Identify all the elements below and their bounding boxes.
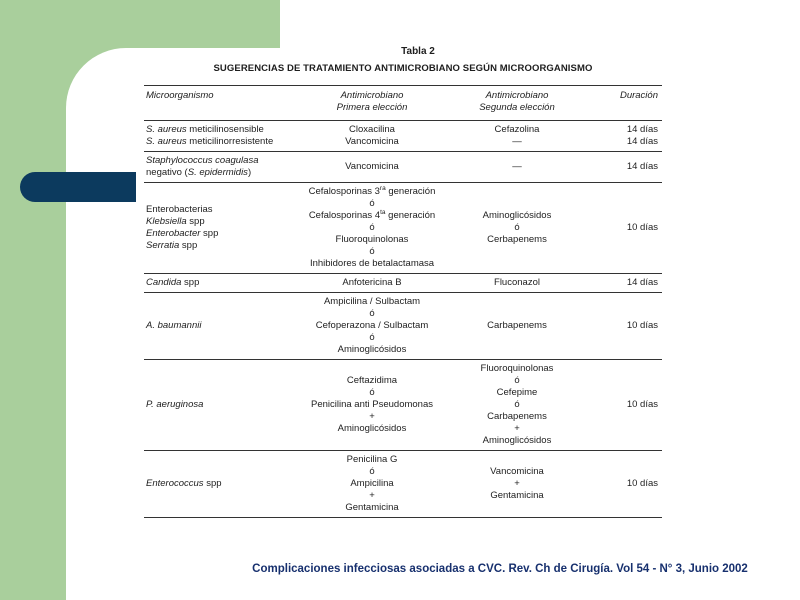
- cell-second-choice: [448, 360, 586, 451]
- cell-duration: [586, 183, 662, 274]
- treatment-table: [144, 85, 662, 518]
- second-choice-line: Cerbapenems: [487, 234, 547, 245]
- second-choice-line: Aminoglicósidos: [482, 435, 552, 446]
- first-choice-line: Inhibidores de betalactamasa: [309, 258, 435, 269]
- cell-first-choice: [296, 121, 448, 152]
- duration-line: 14 días: [626, 161, 658, 172]
- second-choice-line: —: [512, 136, 522, 147]
- cell-organism: [144, 121, 296, 152]
- header-second-choice: Antimicrobiano Segunda elección: [479, 90, 555, 113]
- organism-line: [146, 155, 296, 167]
- italic-term: S. aureus: [146, 124, 187, 135]
- cell-duration: [586, 121, 662, 152]
- first-choice-line: ó: [369, 198, 375, 209]
- italic-term: Candida: [146, 277, 182, 288]
- first-choice-line: Gentamicina: [345, 502, 399, 513]
- first-choice-line: Ampicilina: [350, 478, 394, 489]
- first-choice-line: +: [369, 411, 375, 422]
- second-choice-line: Vancomicina: [490, 466, 544, 477]
- cell-first-choice: [296, 274, 448, 293]
- first-choice-line: ó: [369, 246, 375, 257]
- cell-organism: [144, 360, 296, 451]
- italic-term: P. aeruginosa: [146, 399, 204, 410]
- second-choice-line: ó: [514, 375, 520, 386]
- first-choice-line: Cloxacilina: [349, 124, 395, 135]
- first-choice-line: Aminoglicósidos: [337, 423, 407, 434]
- organism-line: Candida spp: [146, 277, 200, 288]
- italic-term: Serratia: [146, 240, 180, 251]
- italic-term: S. aureus: [146, 136, 187, 147]
- first-choice-line: Fluoroquinolonas: [335, 234, 409, 245]
- decorative-navy-bar: [20, 172, 136, 202]
- superscript: ra: [379, 184, 386, 192]
- second-choice-line: Carbapenems: [487, 320, 547, 331]
- table-row: [144, 152, 662, 183]
- table-header-row: [144, 86, 662, 121]
- first-choice-line: Vancomicina: [345, 136, 399, 147]
- table-row: [144, 183, 662, 274]
- organism-line: S. aureus meticilinosensible: [146, 124, 264, 135]
- first-choice-line: ó: [369, 466, 375, 477]
- cell-second-choice: [448, 183, 586, 274]
- duration-line: 10 días: [626, 222, 658, 233]
- organism-line: Serratia spp: [146, 240, 198, 251]
- cell-organism: [144, 183, 296, 274]
- duration-line: 10 días: [626, 399, 658, 410]
- cell-first-choice: [296, 451, 448, 518]
- italic-term: Klebsiella: [146, 216, 187, 227]
- cell-organism: [144, 451, 296, 518]
- first-choice-line: +: [369, 490, 375, 501]
- organism-line: S. aureus meticilinorresistente: [146, 136, 274, 147]
- organism-line: [146, 399, 296, 411]
- organism-line: Enterococcus spp: [146, 478, 222, 489]
- organism-line: Enterobacter spp: [146, 228, 219, 239]
- cell-second-choice: [448, 152, 586, 183]
- second-choice-line: ó: [514, 399, 520, 410]
- table-area: [144, 46, 662, 518]
- table-row: [144, 360, 662, 451]
- first-choice-line: Ceftazidima: [346, 375, 398, 386]
- first-choice-line: ó: [369, 332, 375, 343]
- first-choice-line: ó: [369, 387, 375, 398]
- cell-second-choice: [448, 451, 586, 518]
- italic-term: Enterobacter: [146, 228, 201, 239]
- duration-line: 10 días: [626, 478, 658, 489]
- cell-organism: [144, 152, 296, 183]
- first-choice-line: Penicilina anti Pseudomonas: [311, 399, 433, 410]
- cell-first-choice: [296, 293, 448, 360]
- cell-duration: [586, 152, 662, 183]
- cell-duration: [586, 360, 662, 451]
- italic-term: Enterococcus: [146, 478, 204, 489]
- italic-term: Staphylococcus coagulasa: [146, 155, 259, 166]
- first-choice-line: Vancomicina: [345, 161, 399, 172]
- organism-line: Enterobacterias: [146, 204, 213, 215]
- second-choice-line: Aminoglicósidos: [482, 210, 552, 221]
- italic-term: A. baumannii: [146, 320, 202, 331]
- second-choice-line: Carbapenems: [487, 411, 547, 422]
- second-choice-line: Cefepime: [496, 387, 538, 398]
- first-choice-line: Cefalosporinas $3^{ra}$ generación: [308, 184, 436, 197]
- cell-organism: [144, 274, 296, 293]
- second-choice-line: Fluconazol: [494, 277, 540, 288]
- organism-line: negativo (S. epidermidis): [146, 167, 252, 178]
- cell-second-choice: [448, 274, 586, 293]
- header-organism: Microorganismo: [146, 90, 214, 101]
- table-title: Tabla 2: [401, 46, 435, 57]
- table-row: [144, 293, 662, 360]
- cell-second-choice: [448, 121, 586, 152]
- second-choice-line: ó: [514, 222, 520, 233]
- cell-first-choice: [296, 183, 448, 274]
- second-choice-line: Gentamicina: [490, 490, 544, 501]
- first-choice-line: Anfotericina B: [342, 277, 402, 288]
- second-choice-line: Fluoroquinolonas: [480, 363, 554, 374]
- first-choice-line: Ampicilina / Sulbactam: [323, 296, 421, 307]
- second-choice-line: —: [512, 161, 522, 172]
- header-duration: Duración: [619, 90, 658, 101]
- second-choice-line: +: [514, 478, 520, 489]
- second-choice-line: +: [514, 423, 520, 434]
- first-choice-line: ó: [369, 222, 375, 233]
- cell-duration: [586, 293, 662, 360]
- cell-second-choice: [448, 293, 586, 360]
- header-first-choice: Antimicrobiano Primera elección: [336, 90, 408, 113]
- organism-line: Klebsiella spp: [146, 216, 205, 227]
- second-choice-line: Cefazolina: [494, 124, 540, 135]
- table-row: [144, 451, 662, 518]
- first-choice-line: Penicilina G: [346, 454, 398, 465]
- cell-first-choice: [296, 152, 448, 183]
- duration-line: 14 días: [626, 277, 658, 288]
- cell-duration: [586, 451, 662, 518]
- italic-term: S. epidermidis: [187, 167, 248, 178]
- first-choice-line: Cefoperazona / Sulbactam: [315, 320, 429, 331]
- duration-line: 14 días: [626, 136, 658, 147]
- citation-footer: Complicaciones infecciosas asociadas a CVC. Rev. Ch de Cirugía. Vol 54 - N° 3, Junio 2002: [252, 563, 748, 575]
- superscript: ta: [380, 208, 386, 216]
- table-subtitle: SUGERENCIAS DE TRATAMIENTO ANTIMICROBIANO SEGÚN MICROORGANISMO: [213, 63, 593, 74]
- table-row: [144, 274, 662, 293]
- first-choice-line: ó: [369, 308, 375, 319]
- cell-first-choice: [296, 360, 448, 451]
- first-choice-line: Cefalosporinas $4^{ta}$ generación: [308, 208, 436, 221]
- table-row: [144, 121, 662, 152]
- organism-line: [146, 320, 296, 332]
- cell-duration: [586, 274, 662, 293]
- duration-line: 14 días: [626, 124, 658, 135]
- cell-organism: [144, 293, 296, 360]
- first-choice-line: Aminoglicósidos: [337, 344, 407, 355]
- duration-line: 10 días: [626, 320, 658, 331]
